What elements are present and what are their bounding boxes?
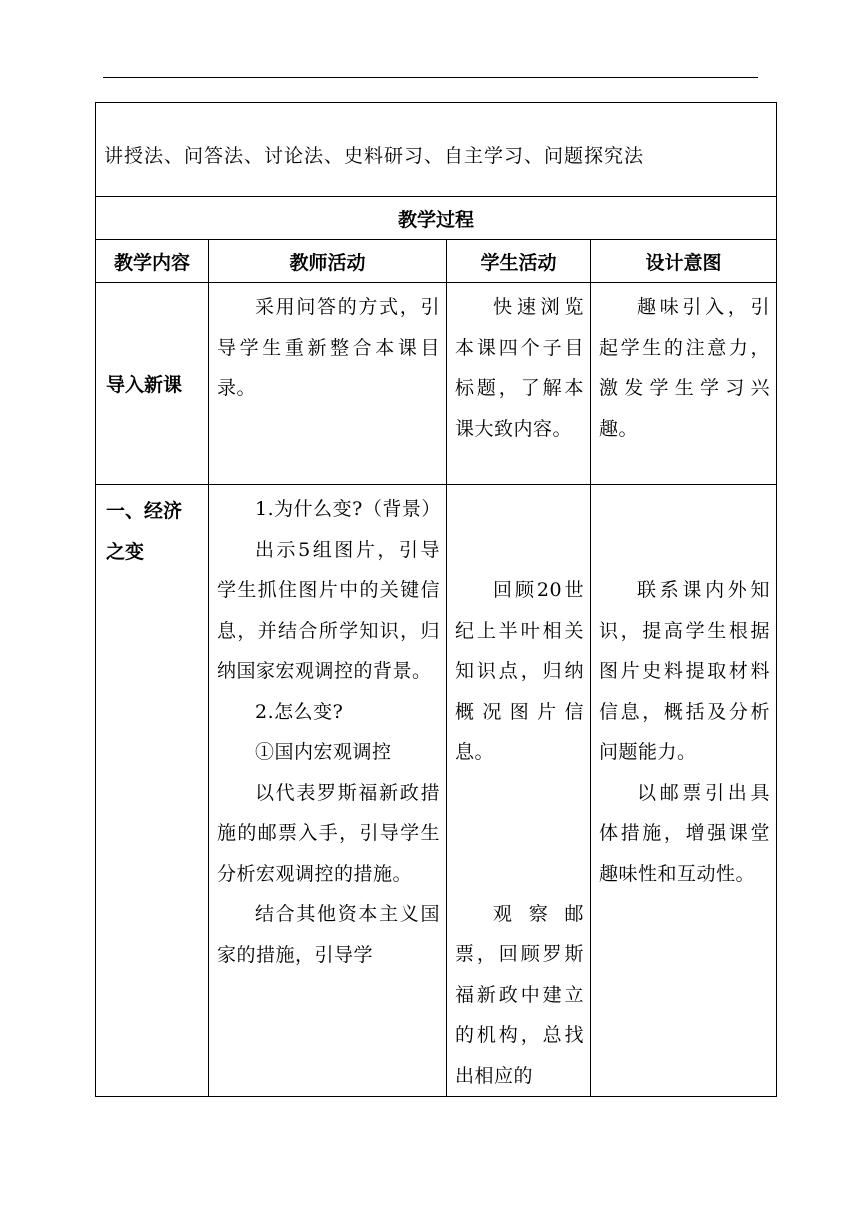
student-spacer-middle [455,773,584,894]
student-para-review: 回顾20世纪上半叶相关知识点，归纳概况图片信息。 [455,579,584,763]
header-student: 学生活动 [447,240,591,283]
teacher-para-domestic: ①国内宏观调控 [255,741,392,763]
intro-design-cell [591,283,777,485]
design-para-knowledge: 联系课内外知识，提高学生根据图片史料提取材料信息，概括及分析问题能力。 [599,579,771,763]
header-rule [103,77,758,78]
teacher-para-how: 2.怎么变? [255,700,344,723]
economy-design-cell [591,485,777,1097]
economy-label [96,485,209,1097]
header-design: 设计意图 [591,240,777,283]
teacher-para-other-countries: 结合其他资本主义国家的措施，引导学 [217,903,440,966]
design-para-stamps: 以邮票引出具体措施，增强课堂趣味性和互动性。 [599,781,771,885]
teaching-methods: 讲授法、问答法、讨论法、史料研习、自主学习、问题探究法 [96,103,777,197]
teacher-para-pictures: 出示5组图片，引导学生抓住图片中的关键信息，并结合所学知识，归纳国家宏观调控的背景。 [217,538,440,682]
intro-teacher-text: 采用问答的方式，引导学生重新整合本课目录。 [217,296,440,399]
student-spacer-top [455,489,584,570]
economy-teacher-cell [209,485,447,1097]
header-teacher: 教师活动 [209,240,447,283]
economy-student-cell [447,485,591,1097]
intro-label-text: 导入新课 [106,374,183,396]
student-para-stamps: 观察邮票，回顾罗斯福新政中建立的机构，总找出相应的 [455,902,584,1087]
intro-student-text: 快速浏览本课四个子目标题，了解本课大致内容。 [455,296,584,440]
lesson-plan-table [95,102,777,1097]
header-content: 教学内容 [96,240,209,283]
economy-label-text: 一、经济之变 [106,500,183,563]
teacher-para-why: 1.为什么变?（背景） [255,498,441,520]
intro-teacher-cell [209,283,447,485]
design-spacer-top [599,489,770,570]
intro-label [96,283,209,485]
intro-design-text: 趣味引入，引起学生的注意力，激发学生学习兴趣。 [599,296,771,440]
teacher-para-stamps: 以代表罗斯福新政措施的邮票入手，引导学生分析宏观调控的措施。 [217,781,440,885]
process-title: 教学过程 [96,197,777,240]
intro-student-cell [447,283,591,485]
